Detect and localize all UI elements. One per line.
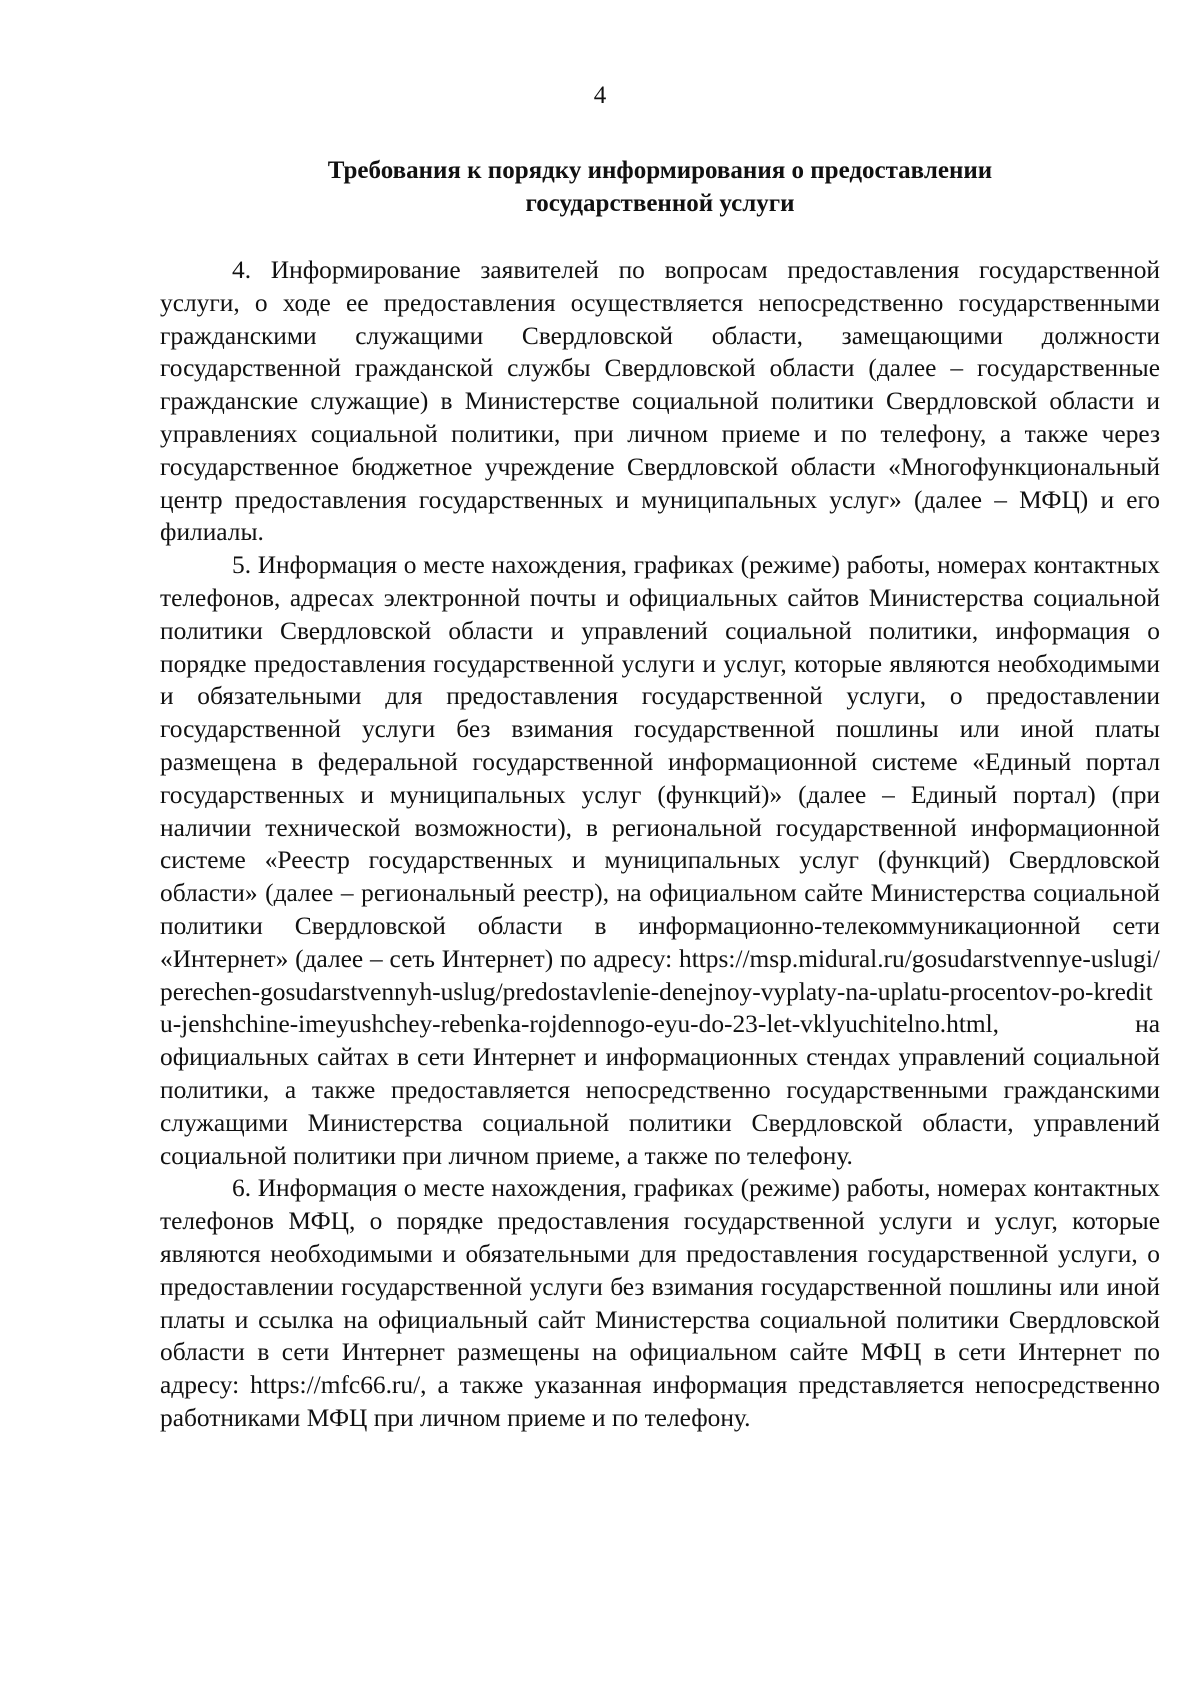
paragraph-5-text: 5. Информация о месте нахождения, графиках (режиме) работы, номерах контактных телефонов, адресах электронной почты и официальных сайтов Министерства социальной политики Свердловской области и управлений социальной политики, информация о порядке предоставления государственной услуги и услуг, которые являются необходимыми и обязательными для предоставления государственной услуги, о предоставлении государственной услуги без взимания государственной пошлины или иной платы размещена в федеральной государственной информационной системе «Единый портал государственных и муниципальных услуг (функций)» (далее – Единый портал) (при наличии технической возможности), в региональной государственной информационной системе «Реестр государственных и муниципальных услуг (функций) Свердловской области» (далее – региональный реестр), на официальном сайте Министерства социальной политики Свердловской области в информационно-телекоммуникационной сети «Интернет» (далее – сеть Интернет) по адресу: (160, 551, 1160, 973)
msp-portal-link[interactable]: https://msp.midural.ru/gosudarstvennye-uslugi/perechen-gosudarstvennyh-uslug/predostavlenie-denejnoy-vyplaty-na-uplatu-procentov-po-kreditu-jenshchine-imeyushchey-rebenka-rojdennogo-eyu-do-23-let-vklyuchitelno.html, (160, 944, 1160, 1039)
paragraph-6-text: 6. Информация о месте нахождения, графиках (режиме) работы, номерах контактных телефонов МФЦ, о порядке предоставления государственной услуги и услуг, которые являются необходимыми и обязательными для предоставления государственной услуги, о предоставлении государственной услуги без взимания государственной пошлины или иной платы и ссылка на официальный сайт Министерства социальной политики Свердловской области в сети Интернет размещены на официальном сайте МФЦ в сети Интернет по адресу: (160, 1174, 1160, 1400)
mfc-site-link[interactable]: https://mfc66.ru/, (250, 1371, 427, 1400)
section-heading-line-2: государственной услуги (525, 190, 795, 217)
page-number: 4 (593, 82, 607, 109)
paragraph-4: 4. Информирование заявителей по вопросам предоставления государственной услуги, о ходе ее предоставления осуществляется непосредственно государственными гражданскими служащими Свердловской области, замещающими должности государственной гражданской службы Свердловской области (далее – государственные гражданские служащие) в Министерстве социальной политики Свердловской области и управлениях социальной политики, при личном приеме и по телефону, а также через государственное бюджетное учреждение Свердловской области «Многофункциональный центр предоставления государственных и муниципальных услуг» (далее – МФЦ) и его филиалы. (160, 256, 1160, 547)
paragraph-5 (160, 549, 1160, 1172)
section-heading (160, 154, 1160, 220)
paragraph-6-tail: а также указанная информация представляется непосредственно работниками МФЦ при личном приеме и по телефону. (160, 1371, 1160, 1432)
section-heading-line-1: Требования к порядку информирования о предоставлении (327, 157, 993, 184)
paragraph-6 (160, 1172, 1160, 1434)
paragraph-5-tail: на официальных сайтах в сети Интернет и информационных стендах управлений социальной политики, а также предоставляется непосредственно государственными гражданскими служащими Министерства социальной политики Свердловской области, управлений социальной политики при личном приеме, а также по телефону. (160, 1010, 1160, 1170)
document-body (160, 254, 1160, 1435)
